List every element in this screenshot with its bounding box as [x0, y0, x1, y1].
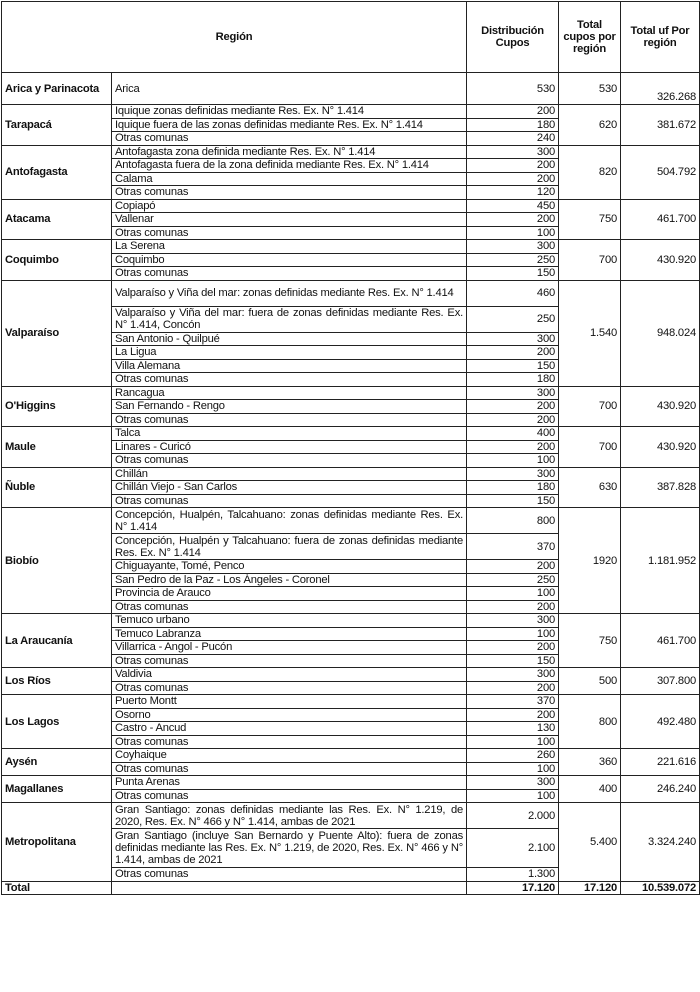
- comuna-cupos: 180: [467, 373, 559, 387]
- comuna-cupos: 150: [467, 494, 559, 508]
- table-row: [2, 614, 700, 628]
- region-total-cupos: 750: [559, 199, 621, 240]
- comuna-cupos: 300: [467, 614, 559, 628]
- comuna-name: Otras comunas: [112, 654, 467, 668]
- region-name: Antofagasta: [2, 145, 112, 199]
- table-row: [2, 508, 700, 534]
- comuna-name: Otras comunas: [112, 681, 467, 695]
- region-total-cupos: 530: [559, 73, 621, 105]
- region-name: Maule: [2, 427, 112, 468]
- comuna-name: Puerto Montt: [112, 695, 467, 709]
- comuna-cupos: 200: [467, 560, 559, 574]
- region-name: Los Lagos: [2, 695, 112, 749]
- header-region: Región: [2, 2, 467, 73]
- region-total-cupos: 400: [559, 776, 621, 803]
- region-total-cupos: 700: [559, 240, 621, 281]
- comuna-cupos: 100: [467, 226, 559, 240]
- comuna-cupos: 300: [467, 145, 559, 159]
- comuna-name: Otras comunas: [112, 132, 467, 146]
- comuna-cupos: 300: [467, 386, 559, 400]
- table-row: [2, 145, 700, 159]
- comuna-cupos: 260: [467, 749, 559, 763]
- comuna-cupos: 450: [467, 199, 559, 213]
- comuna-cupos: 200: [467, 641, 559, 655]
- region-total-cupos: 700: [559, 386, 621, 427]
- total-label: Total: [2, 881, 112, 895]
- comuna-name: Osorno: [112, 708, 467, 722]
- comuna-name: Otras comunas: [112, 789, 467, 803]
- region-name: Tarapacá: [2, 105, 112, 146]
- comuna-name: Otras comunas: [112, 735, 467, 749]
- comuna-cupos: 200: [467, 105, 559, 119]
- header-total-cupos: Total cupos por región: [559, 2, 621, 73]
- comuna-cupos: 300: [467, 776, 559, 790]
- comuna-name: Otras comunas: [112, 186, 467, 200]
- comuna-cupos: 800: [467, 508, 559, 534]
- comuna-name: Iquique fuera de las zonas definidas mediante Res. Ex. N° 1.414: [112, 118, 467, 132]
- region-name: Coquimbo: [2, 240, 112, 281]
- comuna-name: Chiguayante, Tomé, Penco: [112, 560, 467, 574]
- region-total-uf: 246.240: [621, 776, 700, 803]
- comuna-cupos: 2.100: [467, 829, 559, 868]
- region-name: Metropolitana: [2, 803, 112, 882]
- table-row: [2, 240, 700, 254]
- region-total-cupos: 500: [559, 668, 621, 695]
- comuna-name: Otras comunas: [112, 226, 467, 240]
- table-row: [2, 427, 700, 441]
- table-header-row: [2, 2, 700, 73]
- comuna-name: Otras comunas: [112, 868, 467, 882]
- total-uf: 10.539.072: [621, 881, 700, 895]
- comuna-cupos: 200: [467, 440, 559, 454]
- comuna-cupos: 250: [467, 306, 559, 332]
- comuna-name: Rancagua: [112, 386, 467, 400]
- comuna-name: Otras comunas: [112, 454, 467, 468]
- region-name: Aysén: [2, 749, 112, 776]
- comuna-cupos: 200: [467, 213, 559, 227]
- comuna-name: Antofagasta zona definida mediante Res. Ex. N° 1.414: [112, 145, 467, 159]
- region-total-uf: 461.700: [621, 199, 700, 240]
- comuna-name: Otras comunas: [112, 600, 467, 614]
- region-total-uf: 430.920: [621, 240, 700, 281]
- comuna-cupos: 300: [467, 467, 559, 481]
- region-total-uf: 492.480: [621, 695, 700, 749]
- comuna-cupos: 370: [467, 534, 559, 560]
- comuna-name: San Fernando - Rengo: [112, 400, 467, 414]
- total-empty-cell: [112, 881, 467, 895]
- table-row: [2, 749, 700, 763]
- comuna-cupos: 200: [467, 708, 559, 722]
- table-row: [2, 695, 700, 709]
- region-name: Ñuble: [2, 467, 112, 508]
- comuna-name: Valparaíso y Viña del mar: zonas definidas mediante Res. Ex. N° 1.414: [112, 280, 467, 306]
- region-name: La Araucanía: [2, 614, 112, 668]
- table-row: [2, 105, 700, 119]
- region-total-cupos: 5.400: [559, 803, 621, 882]
- comuna-cupos: 100: [467, 454, 559, 468]
- region-name: Biobío: [2, 508, 112, 614]
- comuna-name: Otras comunas: [112, 413, 467, 427]
- comuna-name: Coyhaique: [112, 749, 467, 763]
- comuna-cupos: 250: [467, 573, 559, 587]
- comuna-name: Linares - Curicó: [112, 440, 467, 454]
- comuna-name: Valdivia: [112, 668, 467, 682]
- header-distribucion: Distribución Cupos: [467, 2, 559, 73]
- comuna-name: Temuco Labranza: [112, 627, 467, 641]
- comuna-cupos: 530: [467, 73, 559, 105]
- comuna-cupos: 200: [467, 413, 559, 427]
- region-total-uf: 221.616: [621, 749, 700, 776]
- region-total-uf: 461.700: [621, 614, 700, 668]
- comuna-name: La Ligua: [112, 346, 467, 360]
- comuna-cupos: 200: [467, 400, 559, 414]
- region-name: Arica y Parinacota: [2, 73, 112, 105]
- region-total-cupos: 620: [559, 105, 621, 146]
- table-row: [2, 199, 700, 213]
- region-total-uf: 504.792: [621, 145, 700, 199]
- comuna-name: Concepción, Hualpén y Talcahuano: fuera de zonas definidas mediante Res. Ex. N° 1.414: [112, 534, 467, 560]
- region-total-uf: 381.672: [621, 105, 700, 146]
- total-distribucion: 17.120: [467, 881, 559, 895]
- comuna-cupos: 120: [467, 186, 559, 200]
- table-row: [2, 280, 700, 306]
- comuna-name: Provincia de Arauco: [112, 587, 467, 601]
- comuna-cupos: 100: [467, 587, 559, 601]
- comuna-name: Otras comunas: [112, 373, 467, 387]
- table-row: [2, 386, 700, 400]
- comuna-name: Gran Santiago: zonas definidas mediante las Res. Ex. N° 1.219, de 2020, Res. Ex. N° 466 y N° 1.414, ambas de 2021: [112, 803, 467, 829]
- comuna-cupos: 200: [467, 346, 559, 360]
- table-row: [2, 803, 700, 829]
- comuna-cupos: 240: [467, 132, 559, 146]
- table-body: [2, 73, 700, 882]
- region-name: Valparaíso: [2, 280, 112, 386]
- comuna-name: Chillán: [112, 467, 467, 481]
- comuna-cupos: 1.300: [467, 868, 559, 882]
- comuna-cupos: 150: [467, 267, 559, 281]
- comuna-cupos: 300: [467, 332, 559, 346]
- region-name: Magallanes: [2, 776, 112, 803]
- region-name: Atacama: [2, 199, 112, 240]
- comuna-cupos: 250: [467, 253, 559, 267]
- total-cupos: 17.120: [559, 881, 621, 895]
- comuna-cupos: 300: [467, 240, 559, 254]
- comuna-cupos: 150: [467, 654, 559, 668]
- comuna-cupos: 200: [467, 681, 559, 695]
- comuna-name: Coquimbo: [112, 253, 467, 267]
- comuna-name: Antofagasta fuera de la zona definida mediante Res. Ex. N° 1.414: [112, 159, 467, 173]
- region-total-cupos: 750: [559, 614, 621, 668]
- region-name: O'Higgins: [2, 386, 112, 427]
- comuna-name: Talca: [112, 427, 467, 441]
- comuna-name: Punta Arenas: [112, 776, 467, 790]
- comuna-name: Iquique zonas definidas mediante Res. Ex. N° 1.414: [112, 105, 467, 119]
- comuna-name: Castro - Ancud: [112, 722, 467, 736]
- comuna-name: San Pedro de la Paz - Los Ángeles - Coronel: [112, 573, 467, 587]
- comuna-cupos: 200: [467, 159, 559, 173]
- comuna-name: Villarrica - Angol - Pucón: [112, 641, 467, 655]
- comuna-name: Villa Alemana: [112, 359, 467, 373]
- comuna-cupos: 200: [467, 172, 559, 186]
- comuna-cupos: 200: [467, 600, 559, 614]
- comuna-cupos: 100: [467, 627, 559, 641]
- region-total-uf: 307.800: [621, 668, 700, 695]
- comuna-name: Calama: [112, 172, 467, 186]
- comuna-cupos: 2.000: [467, 803, 559, 829]
- comuna-cupos: 100: [467, 789, 559, 803]
- comuna-cupos: 460: [467, 280, 559, 306]
- region-name: Los Ríos: [2, 668, 112, 695]
- table-row: [2, 776, 700, 790]
- region-total-cupos: 1.540: [559, 280, 621, 386]
- comuna-cupos: 370: [467, 695, 559, 709]
- region-total-cupos: 820: [559, 145, 621, 199]
- comuna-name: San Antonio - Quilpué: [112, 332, 467, 346]
- region-total-cupos: 360: [559, 749, 621, 776]
- comuna-name: Valparaíso y Viña del mar: fuera de zonas definidas mediante Res. Ex. N° 1.414, Concón: [112, 306, 467, 332]
- region-total-cupos: 630: [559, 467, 621, 508]
- total-row: [2, 881, 700, 895]
- comuna-name: La Serena: [112, 240, 467, 254]
- comuna-cupos: 400: [467, 427, 559, 441]
- region-total-uf: 326.268: [621, 73, 700, 105]
- comuna-name: Chillán Viejo - San Carlos: [112, 481, 467, 495]
- comuna-cupos: 150: [467, 359, 559, 373]
- region-total-uf: 430.920: [621, 427, 700, 468]
- region-total-cupos: 800: [559, 695, 621, 749]
- comuna-cupos: 180: [467, 118, 559, 132]
- comuna-cupos: 180: [467, 481, 559, 495]
- comuna-cupos: 100: [467, 735, 559, 749]
- region-total-uf: 948.024: [621, 280, 700, 386]
- table-row: [2, 73, 700, 105]
- region-total-uf: 387.828: [621, 467, 700, 508]
- header-total-uf: Total uf Por región: [621, 2, 700, 73]
- comuna-name: Otras comunas: [112, 494, 467, 508]
- comuna-name: Copiapó: [112, 199, 467, 213]
- region-total-uf: 3.324.240: [621, 803, 700, 882]
- comuna-name: Temuco urbano: [112, 614, 467, 628]
- region-total-cupos: 1920: [559, 508, 621, 614]
- region-total-cupos: 700: [559, 427, 621, 468]
- comuna-cupos: 130: [467, 722, 559, 736]
- table-row: [2, 467, 700, 481]
- comuna-name: Otras comunas: [112, 267, 467, 281]
- region-total-uf: 430.920: [621, 386, 700, 427]
- table-row: [2, 668, 700, 682]
- comuna-cupos: 100: [467, 762, 559, 776]
- comuna-name: Otras comunas: [112, 762, 467, 776]
- region-total-uf: 1.181.952: [621, 508, 700, 614]
- comuna-name: Gran Santiago (incluye San Bernardo y Puente Alto): fuera de zonas definidas mediante las Res. Ex. N° 1.219, de 2020, Res. Ex. N° 466 y N° 1.414, ambas de 2021: [112, 829, 467, 868]
- comuna-name: Concepción, Hualpén, Talcahuano: zonas definidas mediante Res. Ex. N° 1.414: [112, 508, 467, 534]
- cupos-distribution-table: [1, 1, 700, 895]
- comuna-name: Arica: [112, 73, 467, 105]
- comuna-cupos: 300: [467, 668, 559, 682]
- comuna-name: Vallenar: [112, 213, 467, 227]
